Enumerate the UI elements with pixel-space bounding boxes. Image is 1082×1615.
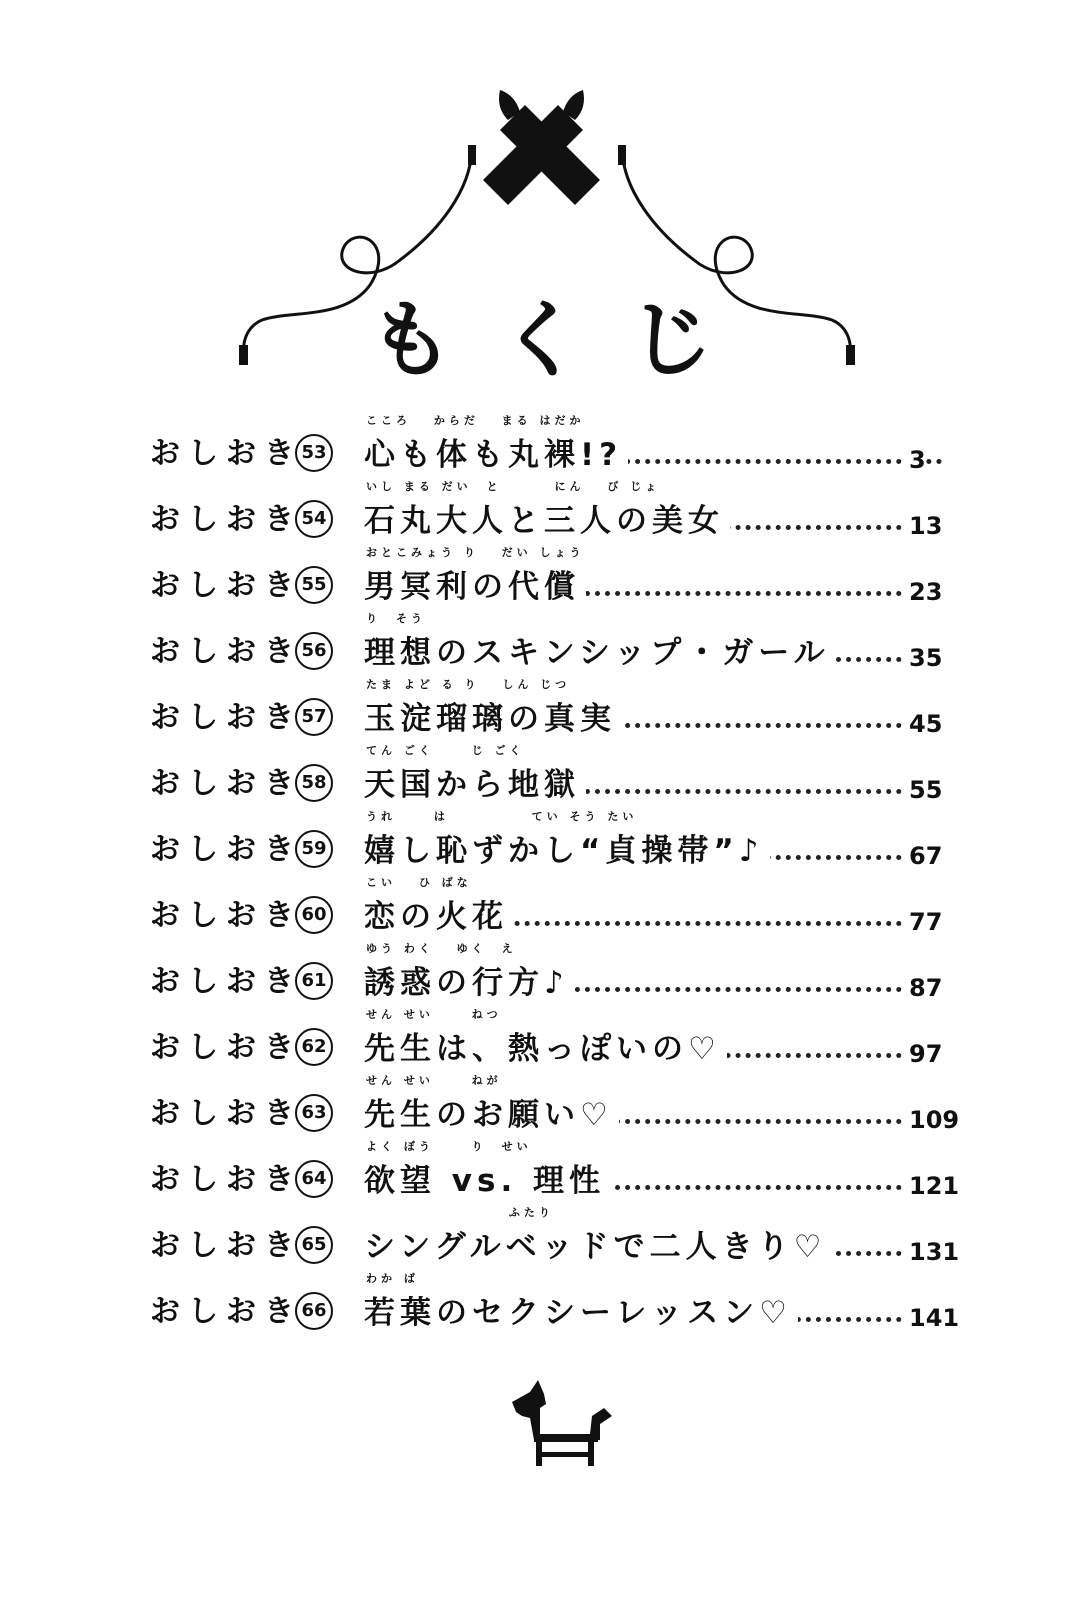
chapter-title: 理想のスキンシップ・ガール bbox=[364, 627, 836, 672]
furigana: せん せい ねが bbox=[366, 1074, 502, 1087]
entry-label: おしおき bbox=[150, 1294, 302, 1329]
page-number: 13 bbox=[905, 512, 942, 540]
chapter-number: 56 bbox=[295, 632, 333, 670]
toc-entry[interactable] bbox=[0, 1138, 1082, 1206]
entry-label: おしおき bbox=[150, 436, 302, 471]
entry-label: おしおき bbox=[150, 1030, 302, 1065]
toc-entry[interactable] bbox=[0, 544, 1082, 612]
furigana: こい ひ ばな bbox=[366, 876, 472, 889]
chapter-number: 59 bbox=[295, 830, 333, 868]
furigana: よく ぼう り せい bbox=[366, 1140, 532, 1153]
page-number: 77 bbox=[905, 908, 942, 936]
toc-entry[interactable] bbox=[0, 676, 1082, 744]
chapter-title: 先生は、熱っぽいの♡ bbox=[364, 1023, 727, 1068]
furigana: わか ば bbox=[366, 1272, 419, 1285]
chapter-title: 玉淀瑠璃の真実 bbox=[364, 693, 622, 738]
chapter-number: 55 bbox=[295, 566, 333, 604]
chapter-title: 心も体も丸裸!? bbox=[364, 429, 628, 474]
entry-label: おしおき bbox=[150, 898, 302, 933]
page-number: 109 bbox=[905, 1106, 959, 1134]
page-number: 67 bbox=[905, 842, 942, 870]
toc-entry[interactable] bbox=[0, 1204, 1082, 1272]
chapter-title: 欲望 vs. 理性 bbox=[364, 1155, 611, 1200]
toc-entry[interactable] bbox=[0, 412, 1082, 480]
chapter-title: 男冥利の代償 bbox=[364, 561, 586, 606]
furigana: り そう bbox=[366, 612, 426, 625]
chapter-title: シングルベッドで二人きり♡ bbox=[364, 1221, 832, 1266]
entry-label: おしおき bbox=[150, 1228, 302, 1263]
furigana: ゆう わく ゆく え bbox=[366, 942, 517, 955]
page-number: 121 bbox=[905, 1172, 959, 1200]
entry-label: おしおき bbox=[150, 502, 302, 537]
toc-entry[interactable] bbox=[0, 874, 1082, 942]
toc-entry[interactable] bbox=[0, 808, 1082, 876]
chapter-title: 若葉のセクシーレッスン♡ bbox=[364, 1287, 798, 1332]
chapter-title: 石丸大人と三人の美女 bbox=[364, 495, 730, 540]
toc-entry[interactable] bbox=[0, 1006, 1082, 1074]
entry-label: おしおき bbox=[150, 568, 302, 603]
chapter-title: 誘惑の行方♪ bbox=[364, 957, 575, 1002]
chapter-number: 54 bbox=[295, 500, 333, 538]
toc-entry[interactable] bbox=[0, 940, 1082, 1008]
chapter-number: 63 bbox=[295, 1094, 333, 1132]
page-number: 141 bbox=[905, 1304, 959, 1332]
entry-label: おしおき bbox=[150, 1096, 302, 1131]
furigana: ふたり bbox=[366, 1206, 554, 1219]
toc-entry[interactable] bbox=[0, 478, 1082, 546]
entry-label: おしおき bbox=[150, 766, 302, 801]
page-number: 55 bbox=[905, 776, 942, 804]
entry-label: おしおき bbox=[150, 700, 302, 735]
page-title: もくじ bbox=[368, 291, 759, 389]
toc-entry[interactable] bbox=[0, 610, 1082, 678]
chapter-number: 53 bbox=[295, 434, 333, 472]
toc-entry[interactable] bbox=[0, 1270, 1082, 1338]
chapter-number: 65 bbox=[295, 1226, 333, 1264]
page-number: 45 bbox=[905, 710, 942, 738]
page-number: 87 bbox=[905, 974, 942, 1002]
chapter-title: 恋の火花 bbox=[364, 891, 514, 936]
page-number: 35 bbox=[905, 644, 942, 672]
furigana: こころ からだ まる はだか bbox=[366, 414, 585, 427]
furigana: せん せい ねつ bbox=[366, 1008, 502, 1021]
chapter-title: 天国から地獄 bbox=[364, 759, 586, 804]
chapter-number: 57 bbox=[295, 698, 333, 736]
chapter-number: 60 bbox=[295, 896, 333, 934]
chapter-title: 嬉し恥ずかし“貞操帯”♪ bbox=[364, 825, 770, 870]
chapter-number: 62 bbox=[295, 1028, 333, 1066]
entry-label: おしおき bbox=[150, 1162, 302, 1197]
chapter-number: 61 bbox=[295, 962, 333, 1000]
entry-label: おしおき bbox=[150, 964, 302, 999]
chapter-number: 64 bbox=[295, 1160, 333, 1198]
chapter-title: 先生のお願い♡ bbox=[364, 1089, 619, 1134]
furigana: うれ は てい そう たい bbox=[366, 810, 638, 823]
furigana: たま よど る り しん じつ bbox=[366, 678, 571, 691]
furigana: てん ごく じ ごく bbox=[366, 744, 525, 757]
toc-entry[interactable] bbox=[0, 742, 1082, 810]
chapter-number: 66 bbox=[295, 1292, 333, 1330]
toc-entry[interactable] bbox=[0, 1072, 1082, 1140]
chapter-number: 58 bbox=[295, 764, 333, 802]
wooden-horse-icon bbox=[500, 1372, 620, 1472]
entry-label: おしおき bbox=[150, 634, 302, 669]
furigana: おとこみょう り だい しょう bbox=[366, 546, 585, 559]
page-number: 97 bbox=[905, 1040, 942, 1068]
entry-label: おしおき bbox=[150, 832, 302, 867]
furigana: いし まる だい と にん び じょ bbox=[366, 480, 661, 493]
page-number: 3 bbox=[905, 446, 926, 474]
page-number: 23 bbox=[905, 578, 942, 606]
page-number: 131 bbox=[905, 1238, 959, 1266]
